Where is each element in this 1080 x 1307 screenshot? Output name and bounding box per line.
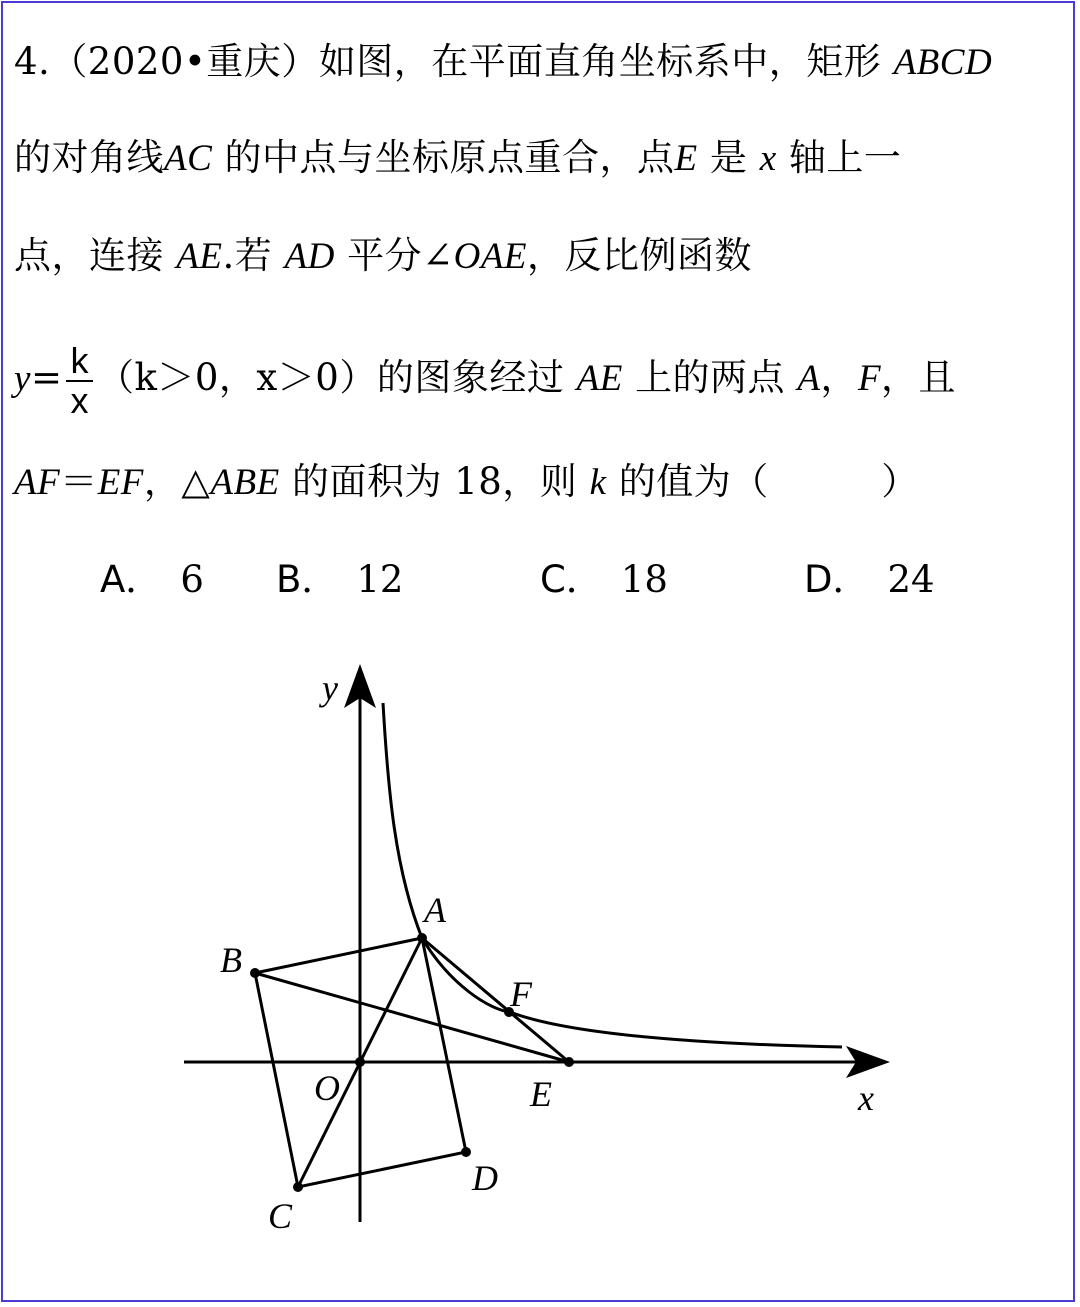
label-e: E xyxy=(530,1074,552,1114)
segment-ad-text: AD xyxy=(284,236,335,277)
option-letter: B． xyxy=(276,558,339,601)
label-a: A xyxy=(424,890,446,930)
segment-ef-text: EF xyxy=(97,462,144,503)
point-e xyxy=(564,1057,574,1067)
option-letter: D． xyxy=(804,558,870,601)
axis-x-text: x xyxy=(759,138,777,179)
question-number: 4. xyxy=(14,40,51,83)
label-c: C xyxy=(268,1196,293,1236)
func-eq: = xyxy=(30,356,63,399)
fraction-numerator: k xyxy=(66,342,93,382)
question-text: 平分∠ xyxy=(347,234,454,277)
option-value: 24 xyxy=(887,558,935,601)
label-d: D xyxy=(472,1158,498,1198)
question-text: 点，连接 xyxy=(14,234,164,277)
segment-ae-text: AE xyxy=(176,236,223,277)
fraction-denominator: x xyxy=(70,379,89,421)
point-a xyxy=(417,933,427,943)
label-b: B xyxy=(220,940,242,980)
option-value: 6 xyxy=(180,558,204,601)
question-text: 上的两点 xyxy=(635,356,786,399)
point-f-text: F xyxy=(857,358,882,399)
point-e-text: E xyxy=(674,138,698,179)
triangle-name: ABE xyxy=(210,462,280,503)
label-o: O xyxy=(314,1068,340,1108)
diagonal-name: AC xyxy=(164,138,213,179)
option-value: 18 xyxy=(620,558,668,601)
k-text: k xyxy=(589,462,607,503)
label-y: y xyxy=(322,668,338,708)
condition-text: （k＞0，x＞0） xyxy=(96,356,377,399)
question-text: ，反比例函数 xyxy=(527,234,753,277)
angle-name: OAE xyxy=(453,236,528,277)
point-d xyxy=(461,1147,471,1157)
option-letter: C． xyxy=(540,558,603,601)
question-text: 的值为（ ） xyxy=(618,460,919,503)
question-text: 的中点与坐标原点重合，点 xyxy=(224,136,675,179)
point-a-text: A xyxy=(797,358,821,399)
question-text: 的图象经过 xyxy=(376,356,565,399)
question-text: 的对角线 xyxy=(14,136,164,179)
rect-name: ABCD xyxy=(893,42,993,83)
point-c xyxy=(293,1182,303,1192)
question-source: （2020•重庆） xyxy=(50,40,319,83)
equals-sign: ＝ xyxy=(60,460,98,503)
question-text: .若 xyxy=(222,234,273,277)
question-text: 是 xyxy=(709,136,748,179)
point-o xyxy=(355,1057,365,1067)
question-text: 轴上一 xyxy=(788,136,902,179)
segment-af-text: AF xyxy=(14,462,61,503)
hyperbola-curve xyxy=(383,703,842,1047)
question-text: ， xyxy=(820,356,858,399)
label-f: F xyxy=(510,974,532,1014)
option-letter: A． xyxy=(100,558,163,601)
question-text: ，且 xyxy=(881,356,957,399)
question-text: 如图，在平面直角坐标系中，矩形 xyxy=(318,40,882,83)
label-x: x xyxy=(858,1078,874,1118)
point-b xyxy=(250,968,260,978)
segment-ae-text: AE xyxy=(576,358,623,399)
func-y: y xyxy=(14,358,31,399)
triangle-symbol: ，△ xyxy=(143,460,211,503)
option-value: 12 xyxy=(356,558,404,601)
question-text: 的面积为 18，则 xyxy=(291,460,578,503)
